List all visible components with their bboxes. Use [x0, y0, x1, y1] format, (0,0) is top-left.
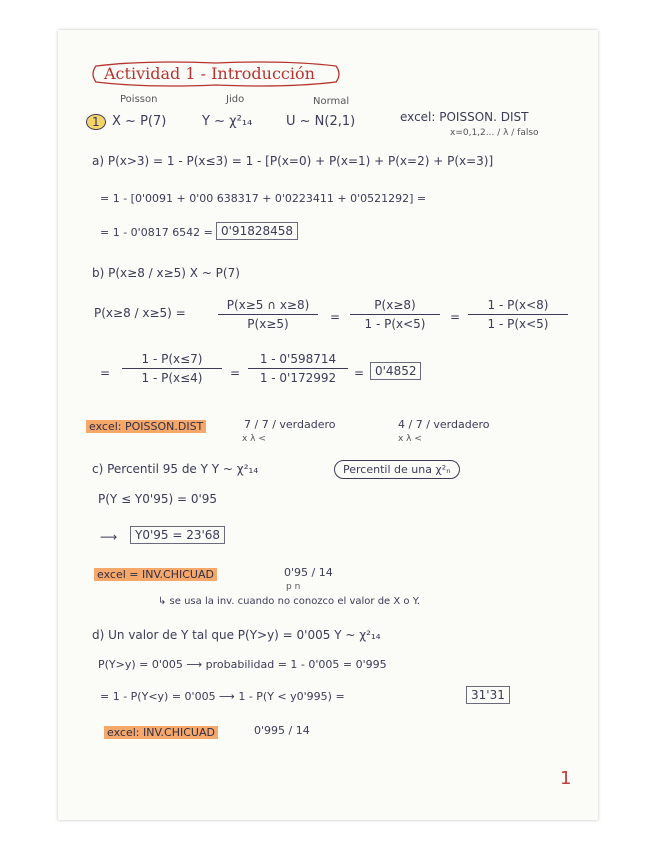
- part-c-bubble: Percentil de una χ²ₙ: [334, 460, 460, 479]
- label-poisson: Poisson: [120, 94, 158, 105]
- part-c-line2: P(Y ≤ Y0'95) = 0'95: [98, 492, 218, 506]
- fraction-1-num: P(x≥5 ∩ x≥8): [226, 298, 310, 312]
- excel-poisson-args: x=0,1,2... / λ / falso: [450, 128, 539, 138]
- fraction-2: [350, 298, 440, 331]
- part-d-line2: P(Y>y) = 0'005 ⟶ probabilidad = 1 - 0'005 = 0'995: [98, 658, 387, 671]
- part-a-result: 0'91828458: [216, 222, 298, 240]
- arrow-right-icon: ⟶: [100, 530, 118, 544]
- part-c-note: ↳ se usa la inv. cuando no conozco el valor de X o Y.: [158, 596, 420, 607]
- fraction-5-den: 1 - 0'172992: [259, 371, 337, 385]
- fraction-4-den: 1 - P(x≤4): [141, 371, 203, 385]
- part-d-result: 31'31: [466, 686, 510, 704]
- fraction-5-num: 1 - 0'598714: [259, 352, 337, 366]
- part-d-excel: excel: INV.CHICUAD: [104, 726, 218, 739]
- item-number-1: 1: [86, 114, 106, 130]
- title-cloud: [86, 58, 346, 88]
- part-d-line3: = 1 - P(Y<y) = 0'005 ⟶ 1 - P(Y < y0'995) =: [100, 690, 345, 703]
- part-d-excel-args: 0'995 / 14: [254, 724, 310, 737]
- label-normal: Normal: [313, 96, 350, 107]
- page-number: 1: [560, 768, 572, 789]
- part-d-line1: d) Un valor de Y tal que P(Y>y) = 0'005 Y ~ χ²₁₄: [92, 628, 381, 642]
- fraction-3-den: 1 - P(x<5): [487, 317, 549, 331]
- part-c-excel-args: 0'95 / 14: [284, 566, 333, 579]
- notebook-page: Actividad 1 - Introducción Poisson Jido Normal 1 X ~ P(7) Y ~ χ²₁₄ U ~ N(2,1) excel: POISSON. DIST x=0,1,2... / λ / falso a) P(x>3) = 1 - P(x≤3) = 1 - [P(x=0) + P(x=1) + P(x=2) + P(x=3)] = 1 - [0'0091 + 0'00 638317 + 0'0223411 + 0'0521292] = = 1 - 0'0817 6542 = 0'91828458 b) P(x≥8 / x≥5) X ~ P(7) P(x≥8 / x≥5) = P(x≥5 ∩ x≥8) P(x≥5) = P(x≥8) 1 - P(x<5) = 1 - P(x<8) 1 - P(x<5) = 1 - P(x≤7) 1 - P(x≤4) = 1 - 0'598714 1 - 0'172992 = 0'4852 excel: POISSON.DIST 7 / 7 / verdadero x λ < 4 / 7 / verdadero x λ < c) Percentil 95 de Y Y ~ χ²₁₄ Percentil de una χ²ₙ P(Y ≤ Y0'95) = 0'95 ⟶ Y0'95 = 23'68 excel = INV.CHICUAD 0'95 / 14 p n ↳ se usa la inv. cuando no conozco el valor de X o Y. d) Un valor de Y tal que P(Y>y) = 0'005 Y ~ χ²₁₄ P(Y>y) = 0'005 ⟶ probabilidad = 1 - 0'005 = 0'995 = 1 - P(Y<y) = 0'005 ⟶ 1 - P(Y < y0'995) = 31'31 excel: INV.CHICUAD 0'995 / 14 1: [58, 30, 598, 820]
- excel-poisson-note: excel: POISSON. DIST: [400, 110, 529, 124]
- dist-x: X ~ P(7): [112, 114, 167, 129]
- label-jido: Jido: [226, 94, 245, 105]
- fraction-3-num: 1 - P(x<8): [487, 298, 549, 312]
- page-title: Actividad 1 - Introducción: [104, 64, 315, 83]
- part-b-excel-args-b: 4 / 7 / verdadero: [398, 418, 490, 431]
- part-a-line1: a) P(x>3) = 1 - P(x≤3) = 1 - [P(x=0) + P(x=1) + P(x=2) + P(x=3)]: [92, 154, 494, 168]
- part-b-excel-args-a: 7 / 7 / verdadero: [244, 418, 336, 431]
- part-b-line1: b) P(x≥8 / x≥5) X ~ P(7): [92, 266, 240, 280]
- part-c-line1: c) Percentil 95 de Y Y ~ χ²₁₄: [92, 462, 259, 476]
- part-b-lhs: P(x≥8 / x≥5) =: [94, 306, 186, 320]
- part-b-excel-sub-a: x λ <: [242, 434, 266, 444]
- part-a-line2: = 1 - [0'0091 + 0'00 638317 + 0'0223411 + 0'0521292] =: [100, 192, 427, 205]
- fraction-1-den: P(x≥5): [247, 317, 289, 331]
- part-a-line3: = 1 - 0'0817 6542 =: [100, 226, 213, 239]
- fraction-2-num: P(x≥8): [374, 298, 416, 312]
- fraction-4-num: 1 - P(x≤7): [141, 352, 203, 366]
- part-c-excel-args-sub: p n: [286, 582, 301, 592]
- dist-y: Y ~ χ²₁₄: [202, 114, 253, 129]
- dist-u: U ~ N(2,1): [286, 114, 356, 129]
- fraction-1: [218, 298, 318, 331]
- part-c-excel: excel = INV.CHICUAD: [94, 568, 217, 581]
- fraction-5: [248, 352, 348, 385]
- fraction-3: [468, 298, 568, 331]
- fraction-2-den: 1 - P(x<5): [364, 317, 426, 331]
- fraction-4: [122, 352, 222, 385]
- part-b-excel-sub-b: x λ <: [398, 434, 422, 444]
- part-b-result: 0'4852: [370, 362, 421, 380]
- part-c-result: Y0'95 = 23'68: [130, 526, 225, 544]
- part-b-excel: excel: POISSON.DIST: [86, 420, 206, 433]
